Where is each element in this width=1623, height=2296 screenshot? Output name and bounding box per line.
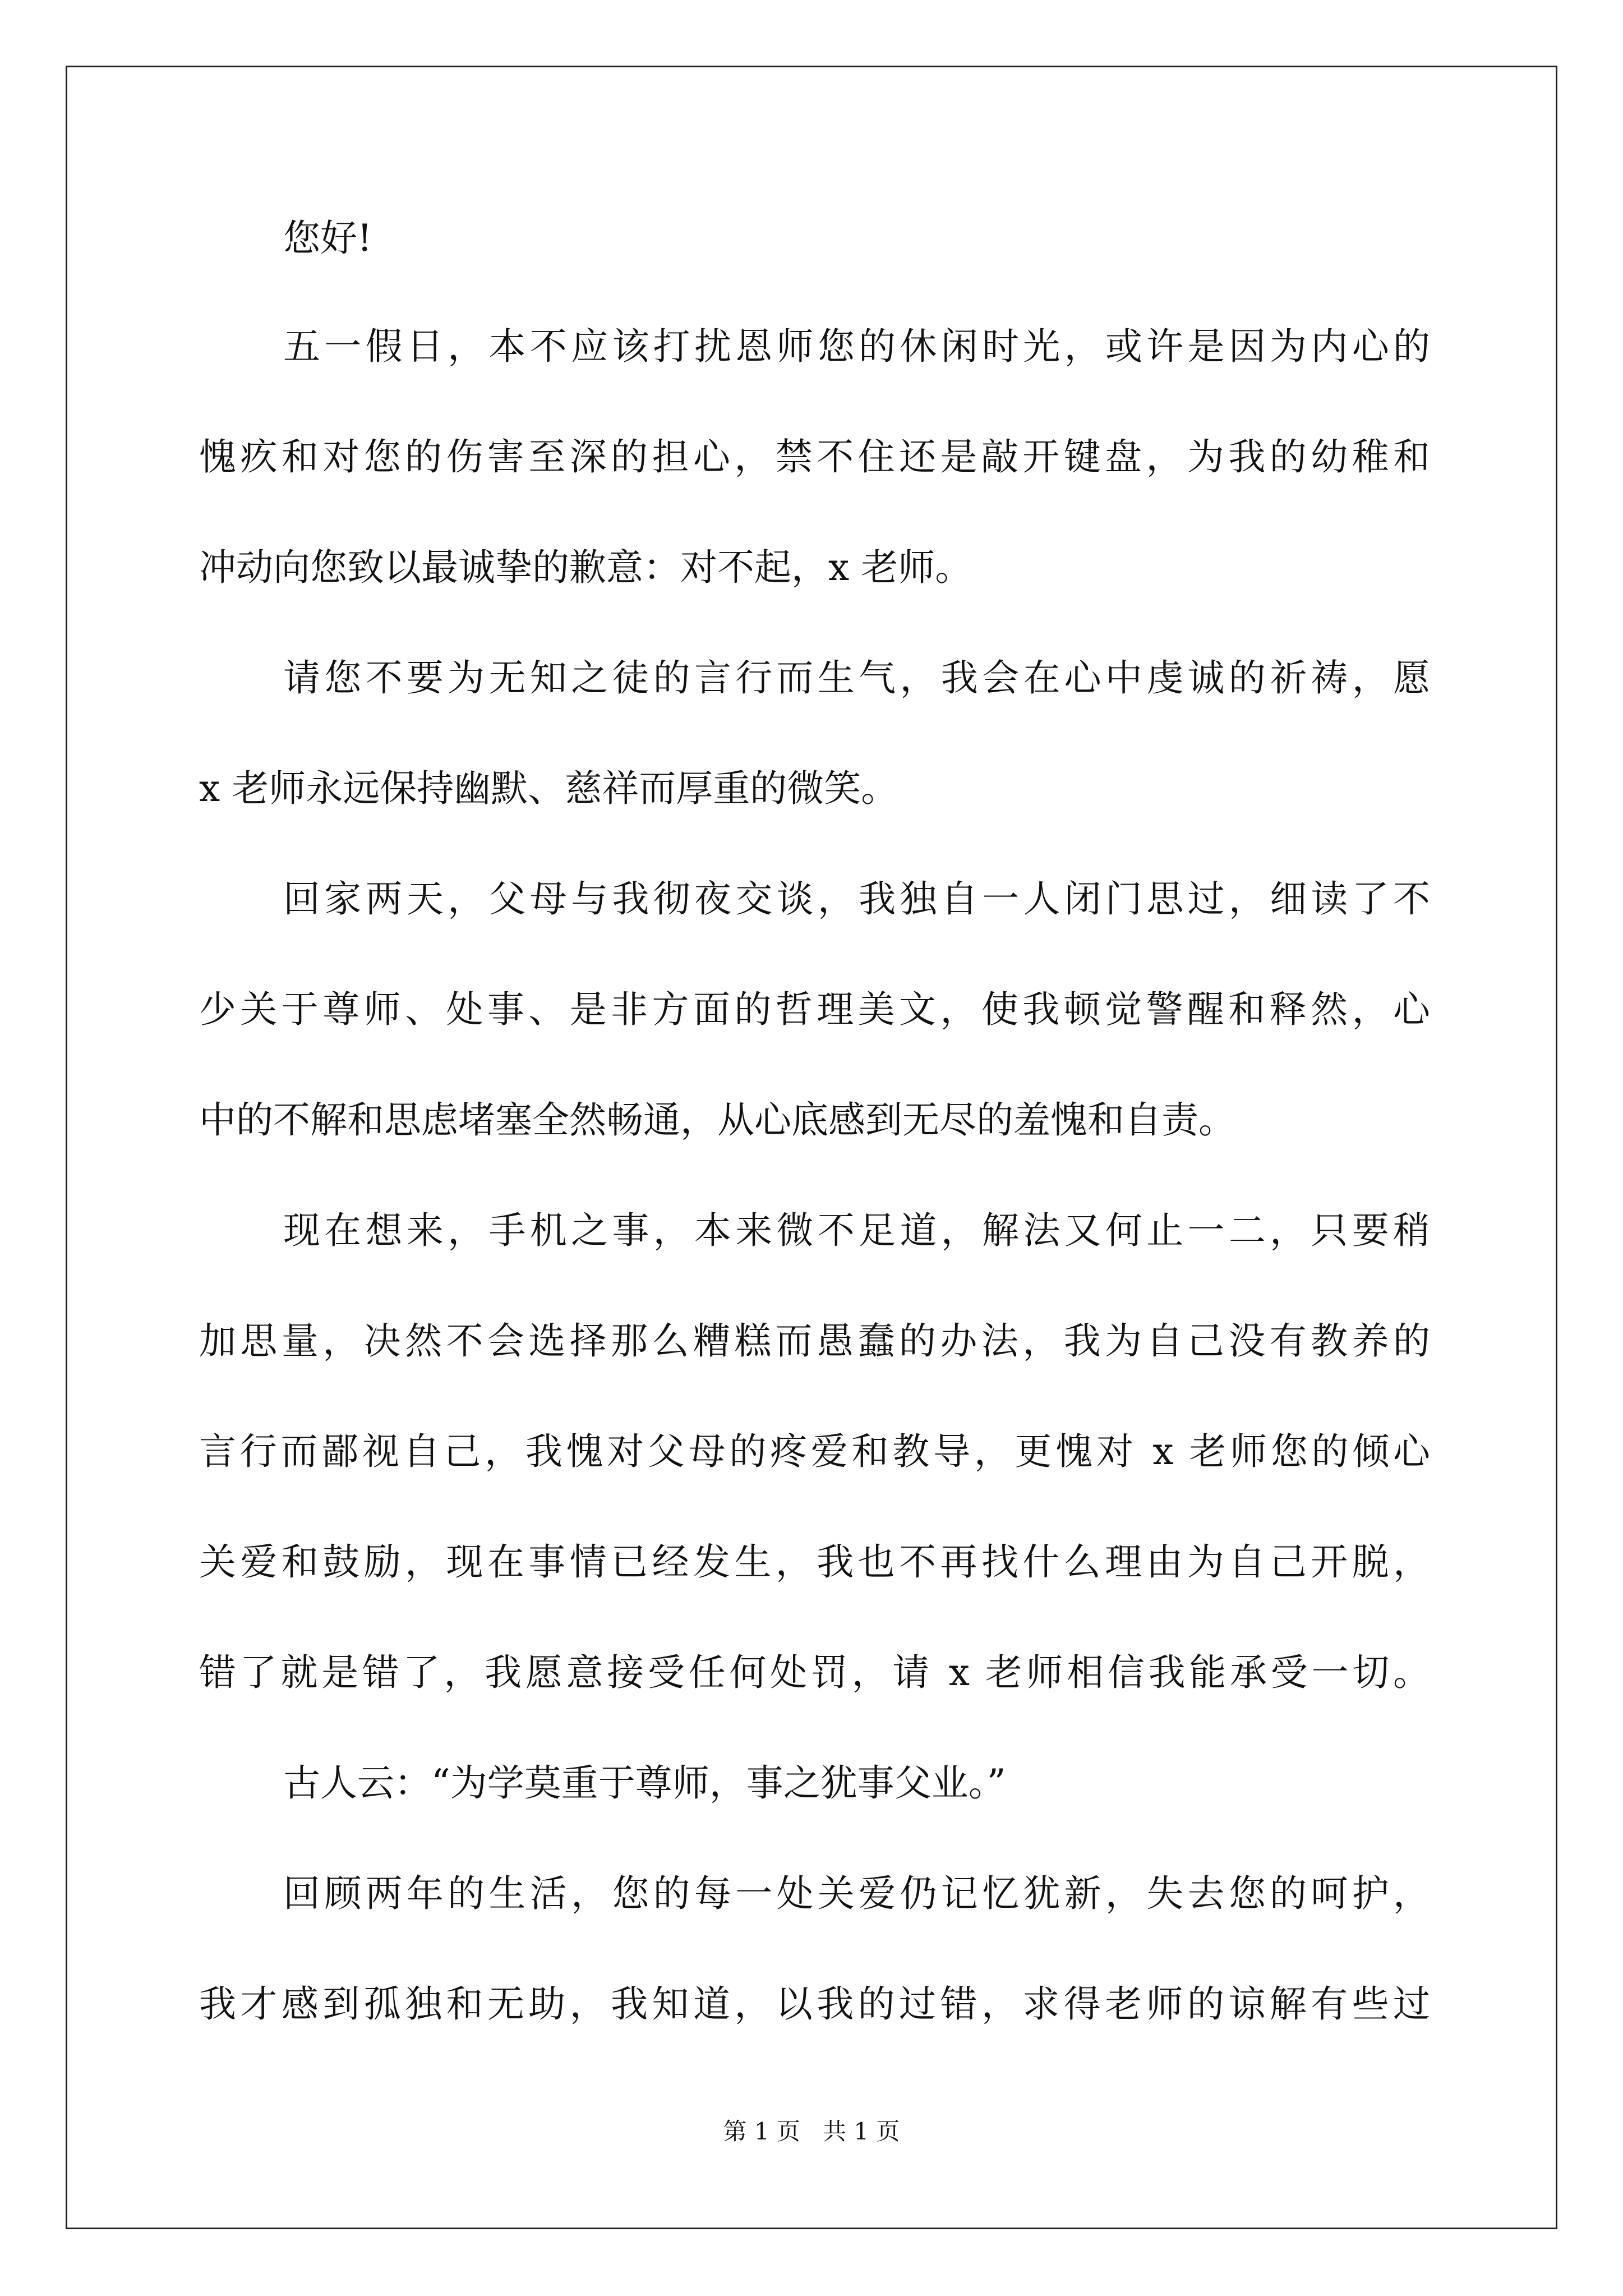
paragraph-quote: 古人云：“为学莫重于尊师，事之犹事父业。” <box>283 1761 1006 1805</box>
paragraph-line: 言行而鄙视自己，我愧对父母的疼爱和教导，更愧对 x 老师您的倾心 <box>199 1430 1430 1473</box>
page-number: 第 1 页 <box>723 2118 800 2145</box>
paragraph-line: 现在想来，手机之事，本来微不足道，解法又何止一二，只要稍 <box>283 1209 1430 1252</box>
footer-spacer <box>800 2118 823 2145</box>
total-pages: 共 1 页 <box>823 2118 900 2145</box>
paragraph-line: x 老师永远保持幽默、慈祥而厚重的微笑。 <box>199 767 898 810</box>
paragraph-line: 加思量，决然不会选择那么糟糕而愚蠢的办法，我为自己没有教养的 <box>199 1319 1430 1363</box>
paragraph-line: 回顾两年的生活，您的每一处关爱仍记忆犹新，失去您的呵护， <box>283 1872 1430 1915</box>
paragraph-line: 少关于尊师、处事、是非方面的哲理美文，使我顿觉警醒和释然，心 <box>199 988 1430 1031</box>
paragraph-line: 中的不解和思虑堵塞全然畅通，从心底感到无尽的羞愧和自责。 <box>199 1098 1235 1142</box>
paragraph-line: 回家两天，父母与我彻夜交谈，我独自一人闭门思过，细读了不 <box>283 877 1430 921</box>
paragraph-line: 愧疚和对您的伤害至深的担心，禁不住还是敲开键盘，为我的幼稚和 <box>199 435 1430 478</box>
paragraph-line: 错了就是错了，我愿意接受任何处罚，请 x 老师相信我能承受一切。 <box>199 1651 1430 1694</box>
paragraph-line: 关爱和鼓励，现在事情已经发生，我也不再找什么理由为自己开脱， <box>199 1540 1430 1584</box>
paragraph-line: 请您不要为无知之徒的言行而生气，我会在心中虔诚的祈祷，愿 <box>283 656 1430 700</box>
paragraph-greeting: 您好! <box>283 217 372 260</box>
paragraph-line: 五一假日，本不应该打扰恩师您的休闲时光，或许是因为内心的 <box>283 325 1430 368</box>
paragraph-line: 我才感到孤独和无助，我知道，以我的过错，求得老师的谅解有些过 <box>199 1982 1430 2026</box>
page-footer <box>0 2115 1623 2148</box>
paragraph-line: 冲动向您致以最诚挚的歉意：对不起，x 老师。 <box>199 546 972 589</box>
